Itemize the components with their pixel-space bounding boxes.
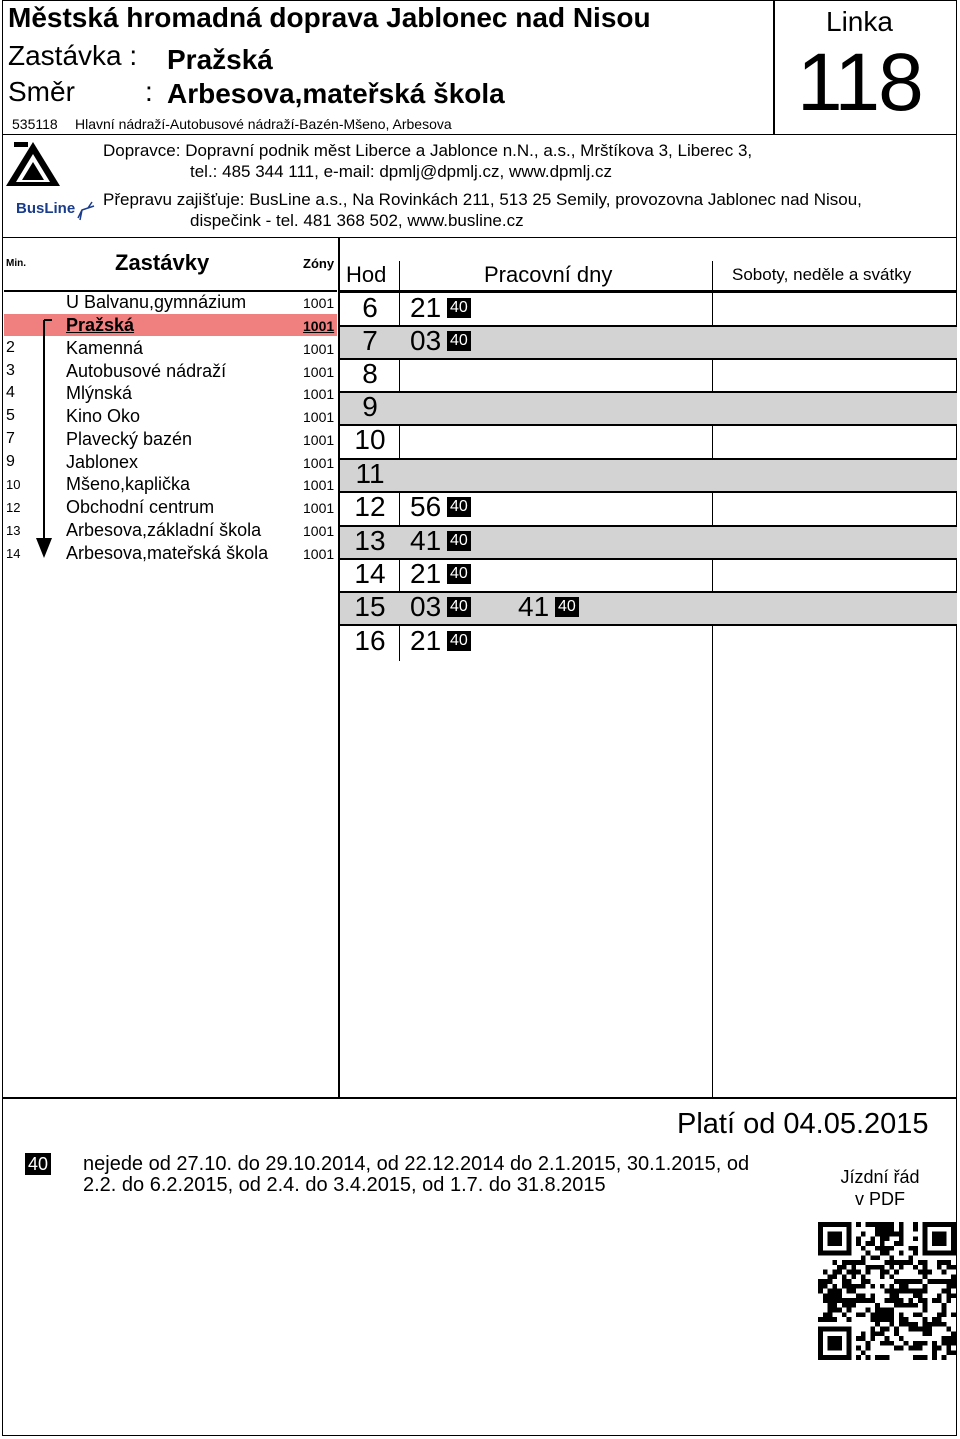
dpmlj-logo-icon <box>4 140 62 190</box>
departure-minute: 41 <box>518 591 550 622</box>
stop-name: Mšeno,kaplička <box>66 474 191 494</box>
stop-name: Obchodní centrum <box>66 497 215 517</box>
footer-separator <box>2 1097 957 1099</box>
page-title: Městská hromadná doprava Jablonec nad Nisou <box>8 2 651 33</box>
stop-zone: 1001 <box>303 432 335 448</box>
direction-name: Arbesova,mateřská škola <box>167 78 505 109</box>
hour-cell: 10 <box>354 424 386 455</box>
hour-cell: 8 <box>362 358 378 389</box>
stop-name: Arbesova,mateřská škola <box>66 543 269 563</box>
operator-line1: Dopravce: Dopravní podnik měst Liberce a Jablonce n.N., a.s., Mrštíkova 3, Liberec 3, <box>103 141 753 160</box>
current-stop-name: Pražská <box>66 315 135 335</box>
stop-label: Zastávka : <box>8 40 138 71</box>
stop-zone: 1001 <box>303 295 335 311</box>
info-separator <box>2 237 957 238</box>
departure-minute: 03 <box>410 325 442 356</box>
stop-zone: 1001 <box>303 409 335 425</box>
hour-cell: 14 <box>354 558 386 589</box>
stop-minutes: 14 <box>6 546 21 561</box>
col-min-header: Min. <box>6 258 26 269</box>
carrier-line2: dispečink - tel. 481 368 502, www.busline.cz <box>190 211 524 230</box>
stop-minutes: 9 <box>6 453 15 470</box>
stop-name: Autobusové nádraží <box>66 361 227 381</box>
stop-zone: 1001 <box>303 546 335 562</box>
valid-from: Platí od 04.05.2015 <box>677 1108 929 1140</box>
direction-arrow-icon <box>34 318 56 560</box>
direction-label: Směr <box>8 76 75 107</box>
col-zones-header: Zóny <box>303 256 335 271</box>
stop-zone: 1001 <box>303 523 335 539</box>
hour-cell: 16 <box>354 625 386 656</box>
stop-minutes: 10 <box>6 477 21 492</box>
hour-cell: 13 <box>354 525 386 556</box>
stop-minutes: 5 <box>6 407 15 424</box>
departure-minute: 21 <box>410 292 442 323</box>
stop-zone: 1001 <box>303 364 335 380</box>
pdf-link[interactable] <box>822 1166 938 1210</box>
stop-name: Kino Oko <box>66 406 141 426</box>
departure-note: 40 <box>447 597 471 617</box>
hour-cell: 11 <box>355 458 385 489</box>
departure-note: 40 <box>447 331 471 351</box>
departure-note: 40 <box>555 597 579 617</box>
stop-minutes: 3 <box>6 362 15 379</box>
pdf-line2: v PDF <box>854 1189 905 1209</box>
timetable-row-shading <box>340 459 957 492</box>
weekend-divider <box>712 261 713 1098</box>
col-stops-header: Zastávky <box>115 250 210 275</box>
hour-cell: 15 <box>354 591 386 622</box>
departure-note: 40 <box>447 631 471 651</box>
row-separator <box>340 458 957 460</box>
stop-name: Jablonex <box>66 452 139 472</box>
stop-minutes: 2 <box>6 339 15 356</box>
operator-line2: tel.: 485 344 111, e-mail: dpmlj@dpmlj.cz, www.dpmlj.cz <box>190 162 612 181</box>
pdf-line1: Jízdní řád <box>840 1167 920 1187</box>
stop-name: Plavecký bazén <box>66 429 193 449</box>
linka-label: Linka <box>826 6 893 37</box>
note-line2: 2.2. do 6.2.2015, od 2.4. do 3.4.2015, od 1.7. do 31.8.2015 <box>83 1174 606 1196</box>
col-hour-header: Hod <box>346 262 387 287</box>
row-separator <box>340 358 957 360</box>
stop-zone: 1001 <box>303 386 335 402</box>
departure-note: 40 <box>447 531 471 551</box>
stop-zone: 1001 <box>303 455 335 471</box>
row-separator <box>340 391 957 393</box>
stop-zone: 1001 <box>303 477 335 493</box>
col-weekdays-header: Pracovní dny <box>484 262 613 287</box>
busline-logo-icon: BusLine <box>16 200 76 217</box>
route-code: 535118 <box>12 116 58 132</box>
stop-minutes: 7 <box>6 430 15 447</box>
hour-cell: 6 <box>362 292 378 323</box>
carrier-line1: Přepravu zajišťuje: BusLine a.s., Na Rovinkách 211, 513 25 Semily, provozovna Jablonec nad Nisou, <box>103 190 862 209</box>
deer-icon <box>74 198 96 222</box>
direction-colon: : <box>145 76 153 107</box>
linka-divider <box>773 0 775 134</box>
departure-minute: 56 <box>410 491 442 522</box>
qr-code-icon[interactable] <box>818 1222 956 1360</box>
stop-name: Kamenná <box>66 338 144 358</box>
hour-cell: 7 <box>362 325 378 356</box>
stop-name: Mlýnská <box>66 383 133 403</box>
header-separator <box>2 134 957 135</box>
col-weekends-header: Soboty, neděle a svátky <box>732 265 912 284</box>
departure-minute: 21 <box>410 558 442 589</box>
note-code-box: 40 <box>25 1153 51 1175</box>
departure-minute: 21 <box>410 625 442 656</box>
stop-minutes: 13 <box>6 523 21 538</box>
departure-note: 40 <box>447 298 471 318</box>
departure-minute: 03 <box>410 591 442 622</box>
stop-name: U Balvanu,gymnázium <box>66 292 247 312</box>
row-separator <box>340 424 957 426</box>
timetable-row-shading <box>340 392 957 425</box>
stop-zone: 1001 <box>303 318 335 334</box>
hour-cell: 12 <box>354 491 386 522</box>
stop-zone: 1001 <box>303 500 335 516</box>
departure-minute: 41 <box>410 525 442 556</box>
hour-cell: 9 <box>362 391 378 422</box>
route-path: Hlavní nádraží-Autobusové nádraží-Bazén-Mšeno, Arbesova <box>75 116 452 132</box>
stop-minutes: 4 <box>6 384 15 401</box>
stops-divider <box>338 238 340 1098</box>
stop-name: Arbesova,základní škola <box>66 520 262 540</box>
stop-zone: 1001 <box>303 341 335 357</box>
stop-name: Pražská <box>167 44 273 75</box>
departure-note: 40 <box>447 564 471 584</box>
stop-minutes: 12 <box>6 500 21 515</box>
note-line1: nejede od 27.10. do 29.10.2014, od 22.12.2014 do 2.1.2015, 30.1.2015, od <box>83 1153 750 1175</box>
departure-note: 40 <box>447 497 471 517</box>
linka-number: 118 <box>797 37 922 128</box>
